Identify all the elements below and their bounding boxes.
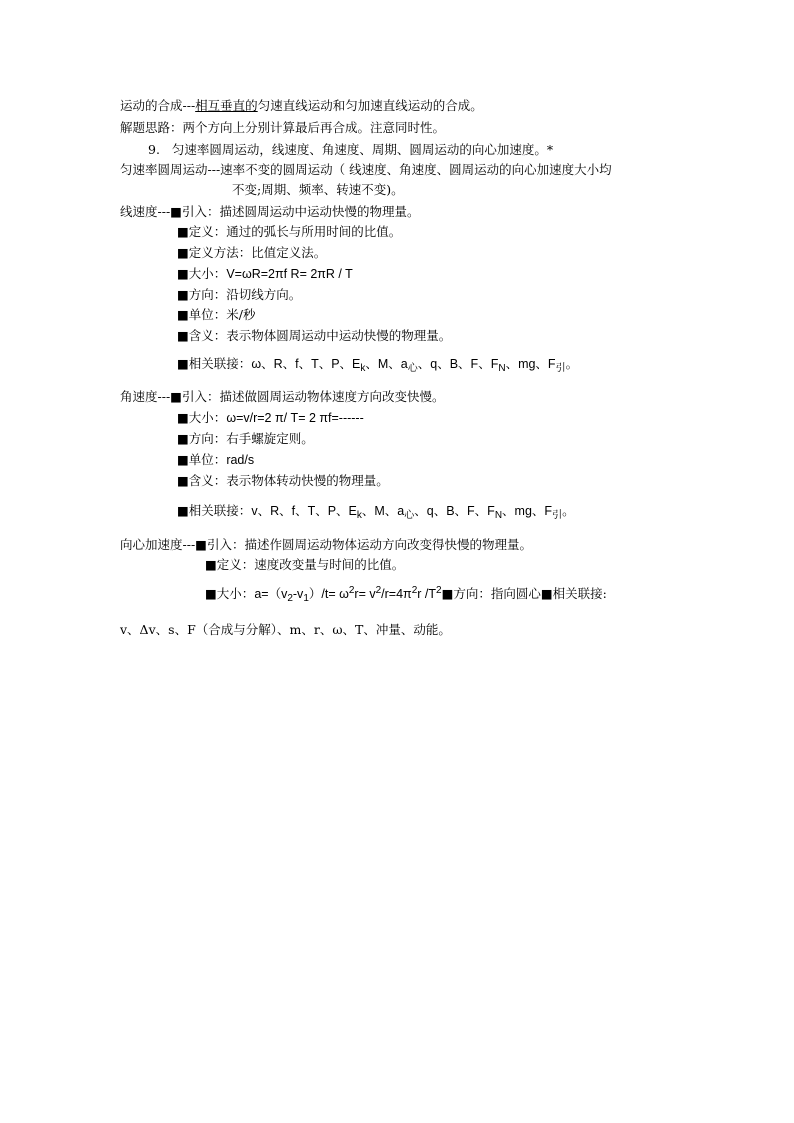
formula-sub-2: 2 xyxy=(287,593,293,604)
unit-label: ■单位： xyxy=(177,452,227,467)
line-solving-idea: 解题思路：两个方向上分别计算最后再合成。注意同时性。 xyxy=(120,120,446,135)
heading-text: 匀速率圆周运动，线速度、角速度、周期、圆周运动的向心加速度。* xyxy=(171,142,554,157)
composition-suffix: 匀速直线运动和匀加速直线运动的合成。 xyxy=(257,98,483,113)
angular-velocity-intro: 角速度---■引入：描述做圆周运动物体速度方向改变快慢。 xyxy=(120,389,445,404)
related-sub-xin: 心 xyxy=(407,363,418,374)
perpendicular-underlined: 相互垂直的 xyxy=(195,98,258,113)
linear-velocity-meaning: ■含义：表示物体圆周运动中运动快慢的物理量。 xyxy=(177,328,452,343)
angular-velocity-related xyxy=(177,503,575,519)
related-sub-yin: 引 xyxy=(552,510,563,521)
formula-sup-c: 2 xyxy=(411,585,418,596)
linear-velocity-method: ■定义方法：比值定义法。 xyxy=(177,245,327,260)
angular-velocity-meaning: ■含义：表示物体转动快慢的物理量。 xyxy=(177,473,389,488)
formula-part-b: -v xyxy=(292,587,304,601)
linear-velocity-intro: 线速度---■引入：描述圆周运动中运动快慢的物理量。 xyxy=(120,204,420,219)
related-t4: 、mg、F xyxy=(505,357,556,371)
size-label: ■大小： xyxy=(177,410,227,425)
linear-velocity-direction: ■方向：沿切线方向。 xyxy=(177,287,302,302)
related-t3: 、q、B、F、F xyxy=(417,357,499,371)
related-t1: ω、R、f、T、P、E xyxy=(251,357,361,371)
related-t4: 、mg、F xyxy=(502,504,553,518)
centripetal-size xyxy=(205,586,607,602)
formula-sup-a: 2 xyxy=(348,585,355,596)
direction-and-related-label: ■方向：指向圆心■相关联接: xyxy=(441,586,607,601)
formula-sub-1: 1 xyxy=(303,593,309,604)
heading-number: 9. xyxy=(148,142,160,157)
heading-item-9 xyxy=(148,142,553,158)
size-label: ■大小： xyxy=(205,586,255,601)
size-label: ■大小： xyxy=(177,266,227,281)
linear-velocity-unit: ■单位：米/秒 xyxy=(177,307,256,322)
related-sub-yin: 引 xyxy=(555,363,566,374)
uniform-motion-line-1: 匀速率圆周运动---速率不变的圆周运动（ 线速度、角速度、圆周运动的向心加速度大小均 xyxy=(120,162,612,177)
centripetal-intro: 向心加速度---■引入：描述作圆周运动物体运动方向改变得快慢的物理量。 xyxy=(120,537,532,552)
related-sub-k: k xyxy=(356,510,362,521)
linear-velocity-definition: ■定义：通过的弧长与所用时间的比值。 xyxy=(177,224,402,239)
size-formula: ω=v/r=2 π/ T= 2 πf=------ xyxy=(226,411,364,425)
formula-part-a: a=（v xyxy=(254,587,288,601)
uniform-motion-line-2: 不变;周期、频率、转速不变)。 xyxy=(232,182,404,197)
formula-part-f: r /T xyxy=(417,587,436,601)
related-sub-n: N xyxy=(494,510,503,521)
centripetal-related-list: v、Δv、s、F（合成与分解）、m、r、ω、T、冲量、动能。 xyxy=(120,622,451,637)
angular-velocity-direction: ■方向：右手螺旋定则。 xyxy=(177,431,314,446)
angular-velocity-size xyxy=(177,410,364,426)
related-end: 。 xyxy=(565,356,579,371)
formula-part-d: r= v xyxy=(354,587,376,601)
composition-prefix: 运动的合成--- xyxy=(120,98,196,113)
formula-part-e: /r=4π xyxy=(381,587,412,601)
related-t3: 、q、B、F、F xyxy=(414,504,495,518)
angular-velocity-unit xyxy=(177,452,254,468)
related-label: ■相关联接： xyxy=(177,356,252,371)
line-motion-composition xyxy=(120,98,483,114)
formula-sup-b: 2 xyxy=(375,585,382,596)
formula-part-c: ）/t= ω xyxy=(308,587,349,601)
related-t1: v、R、f、T、P、E xyxy=(251,504,357,518)
linear-velocity-related xyxy=(177,356,578,372)
related-sub-k: k xyxy=(360,363,366,374)
related-t2: 、M、a xyxy=(365,357,408,371)
related-sub-n: N xyxy=(498,363,506,374)
unit-value: rad/s xyxy=(226,453,255,467)
related-t2: 、M、a xyxy=(361,504,405,518)
related-label: ■相关联接： xyxy=(177,503,252,518)
centripetal-definition: ■定义：速度改变量与时间的比值。 xyxy=(205,557,405,572)
related-sub-xin: 心 xyxy=(404,510,415,521)
formula-sup-d: 2 xyxy=(436,585,442,596)
related-end: 。 xyxy=(562,503,575,518)
size-formula: V=ωR=2πf R= 2πR / T xyxy=(226,267,353,281)
linear-velocity-size xyxy=(177,266,353,282)
